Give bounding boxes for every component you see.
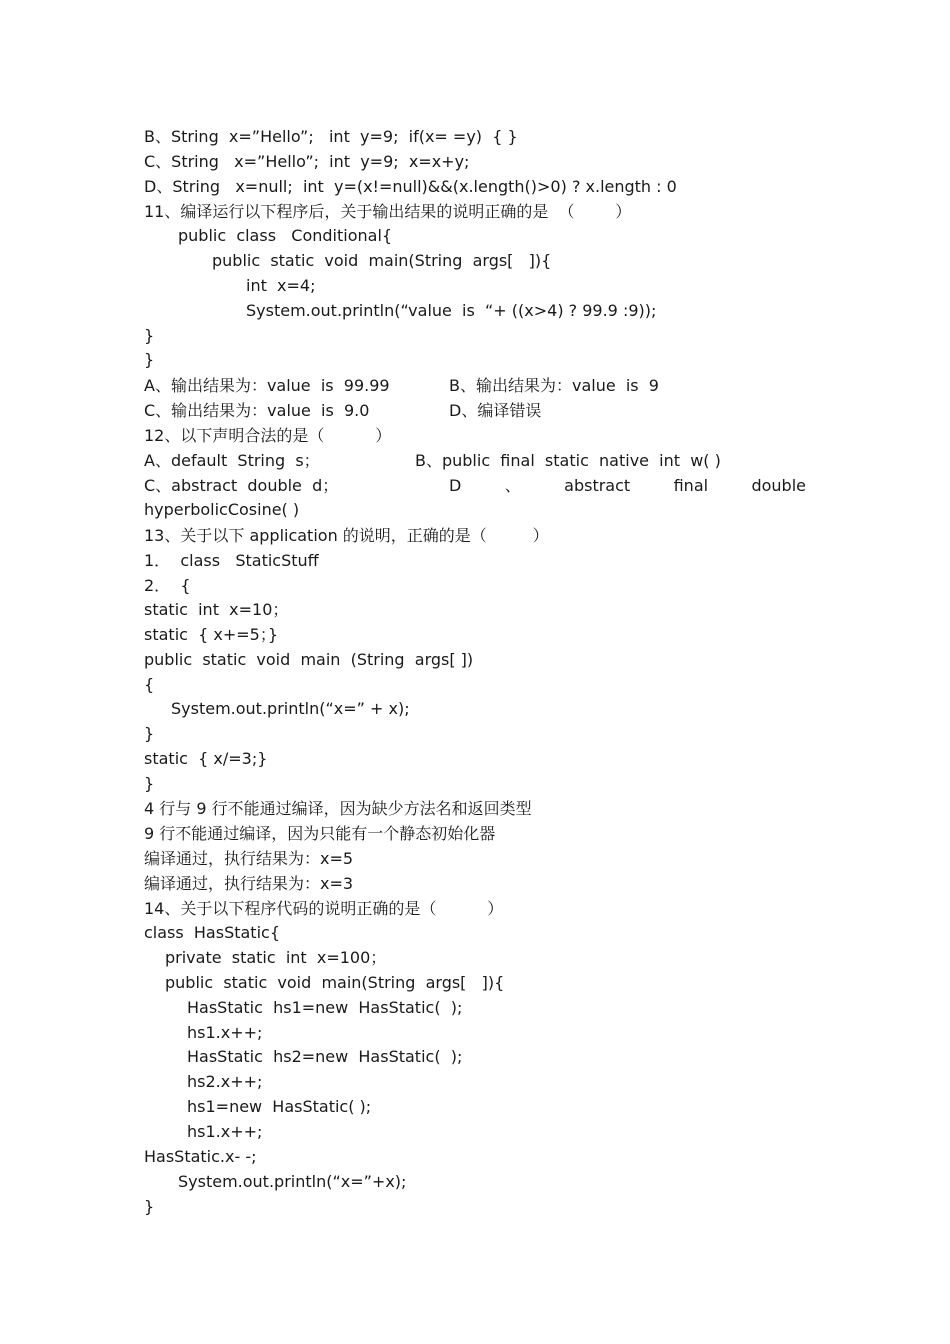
question-14: 14、关于以下程序代码的说明正确的是（ ） — [144, 899, 504, 918]
option-b-line: B、String x=”Hello”; int y=9; if(x= =y) { } — [144, 127, 518, 146]
q12-option-d-part: double — [751, 476, 806, 495]
code-line: public static void main(String args[ ]){ — [165, 973, 505, 992]
code-line: hs1.x++; — [187, 1023, 263, 1042]
code-line: hs1.x++; — [187, 1122, 263, 1141]
code-line: HasStatic hs1=new HasStatic( ); — [187, 998, 463, 1017]
code-line: int x=4; — [246, 276, 316, 295]
code-line: System.out.println(“x=”+x); — [178, 1172, 407, 1191]
code-line: } — [144, 326, 155, 345]
q11-option-d: D、编译错误 — [449, 401, 542, 420]
code-line: HasStatic hs2=new HasStatic( ); — [187, 1047, 463, 1066]
code-line: } — [144, 1197, 155, 1216]
q11-option-b: B、输出结果为：value is 9 — [449, 376, 659, 395]
question-12: 12、以下声明合法的是（ ） — [144, 426, 392, 445]
code-line: public static void main (String args[ ]) — [144, 650, 474, 669]
code-line: HasStatic.x- -; — [144, 1147, 257, 1166]
q12-option-d-part: D — [449, 476, 462, 495]
code-line: static int x=10； — [144, 600, 289, 619]
code-line: } — [144, 774, 155, 793]
q11-option-c: C、输出结果为：value is 9.0 — [144, 401, 370, 420]
q12-option-d-cont: hyperbolicCosine( ) — [144, 500, 300, 519]
q12-option-c: C、abstract double d； — [144, 476, 339, 495]
code-line: { — [144, 675, 155, 694]
code-line: } — [144, 350, 155, 369]
q12-option-d-part: abstract — [564, 476, 631, 495]
code-line: public class Conditional{ — [178, 226, 393, 245]
code-line: private static int x=100； — [165, 948, 387, 967]
q11-option-a: A、输出结果为：value is 99.99 — [144, 376, 390, 395]
code-line: hs1=new HasStatic( ); — [187, 1097, 372, 1116]
code-line: } — [144, 724, 155, 743]
code-line: static { x/=3;} — [144, 749, 268, 768]
code-line: hs2.x++; — [187, 1072, 263, 1091]
answer-option: 编译通过，执行结果为：x=3 — [144, 874, 354, 893]
answer-option: 9 行不能通过编译，因为只能有一个静态初始化器 — [144, 824, 496, 843]
q12-option-d — [449, 476, 806, 496]
option-d-line: D、String x=null; int y=(x!=null)&&(x.length()>0) ? x.length : 0 — [144, 177, 677, 196]
answer-option: 4 行与 9 行不能通过编译，因为缺少方法名和返回类型 — [144, 799, 532, 818]
question-13: 13、关于以下 application 的说明，正确的是（ ） — [144, 526, 549, 545]
code-line: public static void main(String args[ ]){ — [212, 251, 552, 270]
answer-option: 编译通过，执行结果为：x=5 — [144, 849, 354, 868]
option-c-line: C、String x=”Hello”; int y=9; x=x+y; — [144, 152, 470, 171]
q12-option-d-part: 、 — [504, 476, 521, 495]
q12-option-b: B、public final static native int w( ) — [415, 451, 721, 470]
code-line: System.out.println(“value is “+ ((x>4) ? 99.9 :9)); — [246, 301, 657, 320]
code-line: class HasStatic{ — [144, 923, 280, 942]
q12-option-a: A、default String s； — [144, 451, 320, 470]
q12-option-d-part: final — [673, 476, 709, 495]
code-line: static { x+=5；} — [144, 625, 279, 644]
code-line: 2． { — [144, 576, 191, 595]
question-11: 11、编译运行以下程序后，关于输出结果的说明正确的是 （ ） — [144, 202, 632, 221]
code-line: 1． class StaticStuff — [144, 551, 319, 570]
code-line: System.out.println(“x=” + x); — [171, 699, 410, 718]
